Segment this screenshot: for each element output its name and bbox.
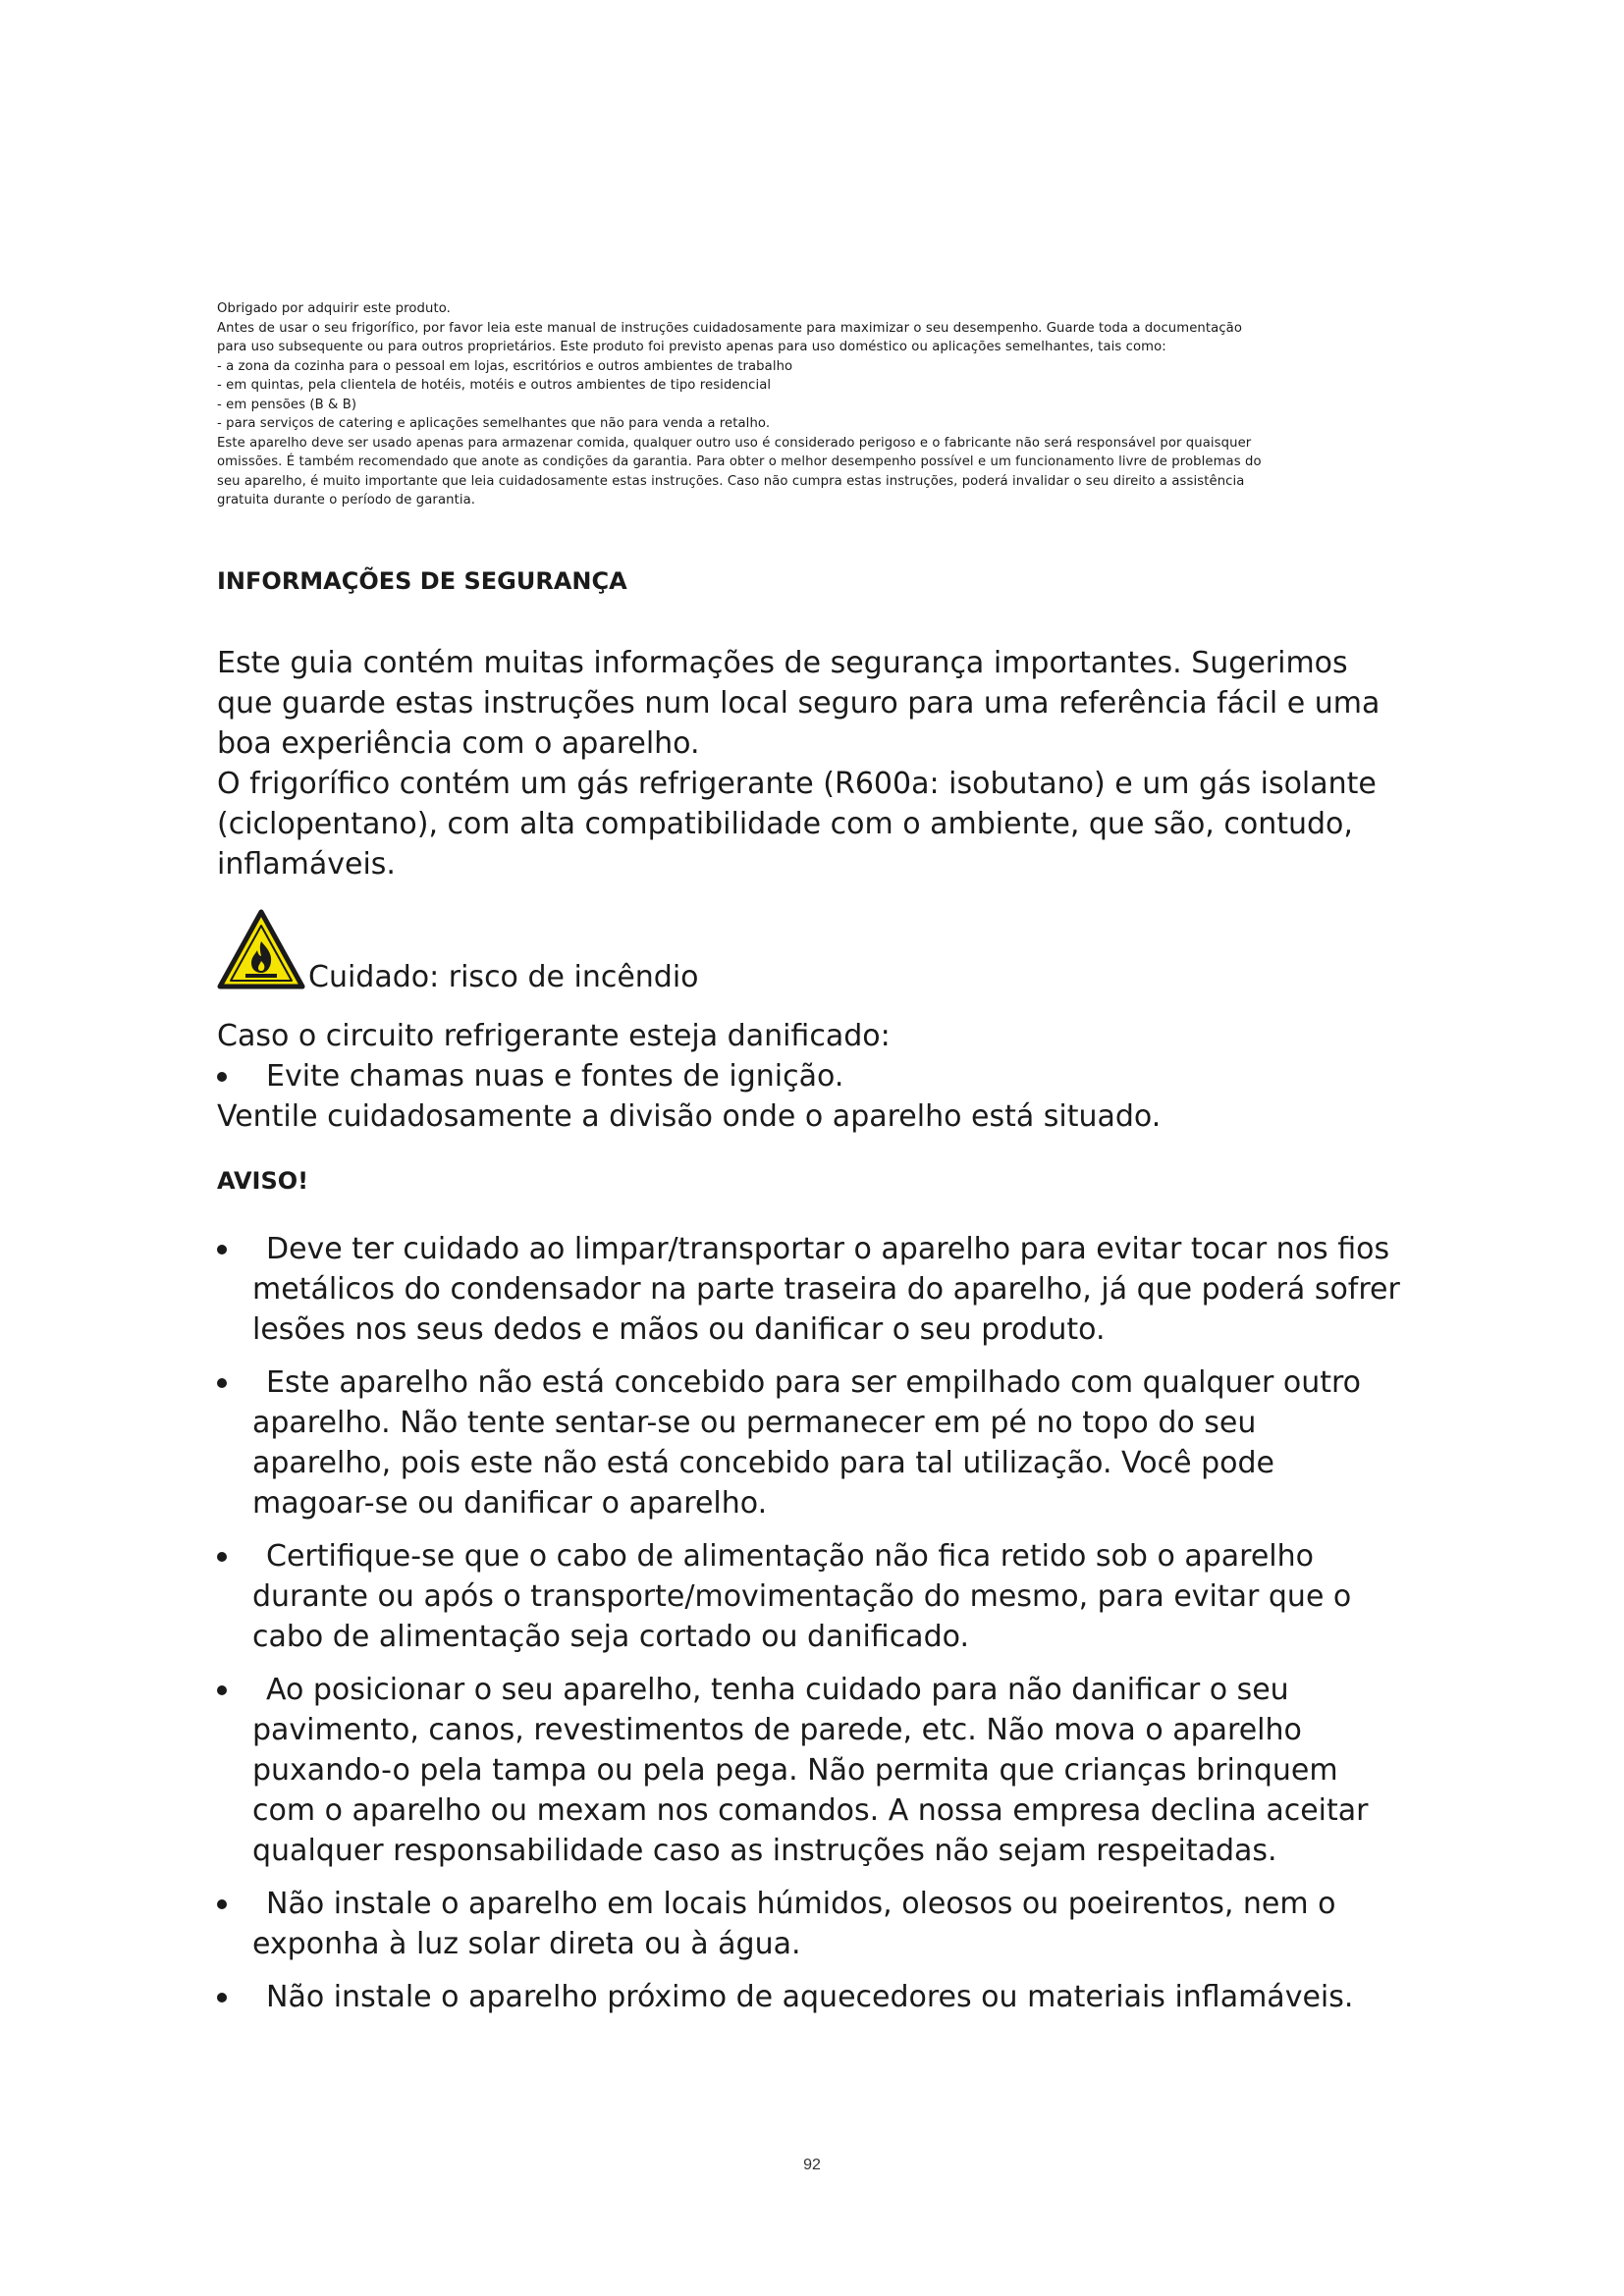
- page-number: 92: [803, 2157, 821, 2173]
- circuit-ventilate: Ventile cuidadosamente a divisão onde o aparelho está situado.: [217, 1099, 1162, 1134]
- warning-item-text: Não instale o aparelho próximo de aquecedores ou materiais inflamáveis.: [266, 1980, 1354, 2014]
- intro-line: - para serviços de catering e aplicações semelhantes que não para venda a retalho.: [217, 416, 771, 431]
- circuit-bullet: [217, 1056, 1395, 1096]
- intro-line: seu aparelho, é muito importante que leia cuidadosamente estas instruções. Caso não cumpra estas instruções, poderá invalidar o seu direito a assistência: [217, 473, 1245, 489]
- warning-item-text: Certifique-se que o cabo de alimentação não fica retido sob o aparelho durante ou após o transporte/movimentação do mesmo, para evitar que o cabo de alimentação seja cortado ou danificado.: [252, 1539, 1352, 1654]
- bullet-dot: [217, 1072, 227, 1082]
- list-item: [217, 1536, 1400, 1657]
- safety-paragraph: Este guia contém muitas informações de segurança importantes. Sugerimos que guarde estas instruções num local seguro para uma referência fácil e uma boa experiência com o aparelho.: [217, 646, 1380, 761]
- bullet-dot: [217, 1378, 227, 1388]
- warning-item-text: Ao posicionar o seu aparelho, tenha cuidado para não danificar o seu pavimento, canos, revestimentos de parede, etc. Não mova o aparelho puxando-o pela tampa ou pela pega. Não permita que crianças brinquem com o aparelho ou mexam nos comandos. A nossa empresa declina aceitar qualquer responsabilidade caso as instruções não sejam respeitadas.: [252, 1673, 1369, 1868]
- intro-line: - em pensões (B & B): [217, 397, 357, 412]
- warning-item-text: Não instale o aparelho em locais húmidos, oleosos ou poeirentos, nem o exponha à luz solar direta ou à água.: [252, 1887, 1336, 1961]
- list-item: [217, 1362, 1400, 1523]
- circuit-intro: Caso o circuito refrigerante esteja danificado:: [217, 1019, 891, 1053]
- intro-line: gratuita durante o período de garantia.: [217, 493, 476, 507]
- fire-hazard-warning-icon: [217, 909, 305, 989]
- warning-item-text: Este aparelho não está concebido para ser empilhado com qualquer outro aparelho. Não tente sentar-se ou permanecer em pé no topo do seu aparelho, pois este não está concebido para tal utilização. Você pode magoar-se ou danificar o aparelho.: [252, 1365, 1361, 1521]
- intro-line: Antes de usar o seu frigorífico, por favor leia este manual de instruções cuidadosamente para maximizar o seu desempenho. Guarde toda a documentação: [217, 320, 1243, 336]
- safety-intro: [217, 643, 1395, 884]
- intro-line: para uso subsequente ou para outros proprietários. Este produto foi previsto apenas para uso doméstico ou aplicações semelhantes, tais como:: [217, 340, 1166, 354]
- circuit-section: [217, 1016, 1395, 1137]
- bullet-dot: [217, 1245, 227, 1255]
- intro-line: - em quintas, pela clientela de hotéis, motéis e outros ambientes de tipo residencial: [217, 378, 772, 393]
- warning-list: [217, 1229, 1400, 2030]
- bullet-dot: [217, 1993, 227, 2002]
- intro-block: [217, 299, 1395, 510]
- warning-item-text: Deve ter cuidado ao limpar/transportar o aparelho para evitar tocar nos fios metálicos do condensador na parte traseira do aparelho, já que poderá sofrer lesões nos seus dedos e mãos ou danificar o seu produto.: [252, 1232, 1400, 1347]
- intro-line: Este aparelho deve ser usado apenas para armazenar comida, qualquer outro uso é considerado perigoso e o fabricante não será responsável por quaisquer: [217, 435, 1252, 451]
- intro-line: - a zona da cozinha para o pessoal em lojas, escritórios e outros ambientes de trabalho: [217, 358, 793, 374]
- bullet-dot: [217, 1899, 227, 1909]
- circuit-bullet-text: Evite chamas nuas e fontes de ignição.: [266, 1059, 844, 1094]
- bullet-dot: [217, 1552, 227, 1562]
- list-item: [217, 1977, 1400, 2017]
- caution-label: Cuidado: risco de incêndio: [308, 960, 699, 994]
- list-item: [217, 1670, 1400, 1871]
- caution-notice: [217, 909, 904, 994]
- warning-heading: AVISO!: [217, 1167, 309, 1195]
- list-item: [217, 1884, 1400, 1964]
- intro-line: Obrigado por adquirir este produto.: [217, 301, 451, 316]
- safety-paragraph: O frigorífico contém um gás refrigerante (R600a: isobutano) e um gás isolante (ciclopentano), com alta compatibilidade com o ambiente, que são, contudo, inflamáveis.: [217, 767, 1377, 881]
- bullet-dot: [217, 1685, 227, 1695]
- list-item: [217, 1229, 1400, 1350]
- intro-line: omissões. É também recomendado que anote as condições da garantia. Para obter o melhor desempenho possível e um funcionamento livre de problemas do: [217, 454, 1262, 469]
- safety-heading: INFORMAÇÕES DE SEGURANÇA: [217, 567, 627, 595]
